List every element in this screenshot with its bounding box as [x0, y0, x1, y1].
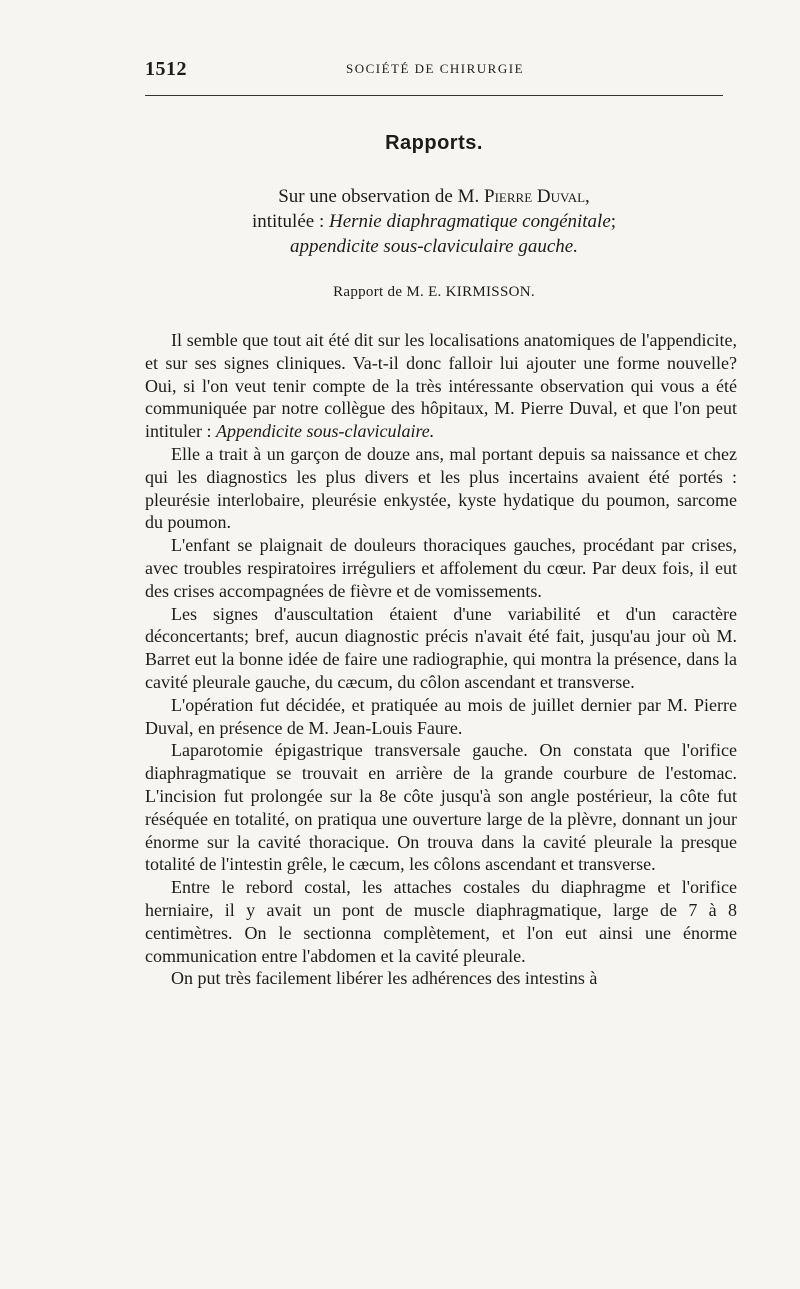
italic-phrase: Appendicite sous-claviculaire.	[216, 421, 435, 442]
paragraph: On put très facilement libérer les adhérences des intestins à	[171, 968, 598, 989]
paragraph: Elle a trait à un garçon de douze ans, mal portant depuis sa naissance et chez qui les diagnostics les plus divers et les plus incertains avaient été portés : pleurésie interlobaire, pleurésie enkystée, kyste hydatique du poumon, sarcome du poumon.	[145, 443, 737, 533]
paragraph: Laparotomie épigastrique transversale gauche. On constata que l'orifice diaphragmatique se trouvait en arrière de la grande courbure de l'estomac. L'incision fut prolongée sur la 8e côte jusqu'à son angle postérieur, la côte fut réséquée en totalité, on pratiqua une ouverture large de la plèvre, donnant un jour énorme sur la cavité thoracique. On trouva dans la cavité pleurale la presque totalité de l'intestin grêle, le cæcum, les côlons ascendant et transverse.	[145, 740, 737, 875]
report-heading-line-2: intitulée : Hernie diaphragmatique congénitale;	[251, 211, 617, 232]
header-rule	[145, 95, 723, 96]
paragraph: Il semble que tout ait été dit sur les localisations anatomiques de l'appendicite, et sur ses signes cliniques. Va-t-il donc falloir lui ajouter une forme nouvelle? Oui, si l'on veut tenir compte de la très intéressante observation qui vous a été communiquée par notre collègue des hôpitaux, M. Pierre Duval, et que l'on peut intituler : Appendicite sous-claviculaire.	[145, 330, 737, 442]
journal-name: SOCIÉTÉ DE CHIRURGIE	[345, 61, 525, 76]
observation-author: Pierre Duval	[484, 186, 586, 207]
observation-title-part-1: Hernie diaphragmatique congénitale	[328, 211, 611, 232]
page-number: 1512	[145, 58, 187, 80]
section-title: Rapports.	[385, 132, 483, 154]
observation-title-part-2: appendicite sous-claviculaire gauche.	[290, 236, 578, 257]
report-heading-line-1: Sur une observation de M. Pierre Duval,	[278, 186, 590, 207]
paragraph: Les signes d'auscultation étaient d'une variabilité et d'un caractère déconcertants; bref, aucun diagnostic précis n'avait été fait, jusqu'au jour où M. Barret eut la bonne idée de faire une radiographie, qui montra la présence, dans la cavité pleurale gauche, du cæcum, du côlon ascendant et transverse.	[145, 603, 737, 692]
rapporteur-line: Rapport de M. E. KIRMISSON.	[333, 284, 535, 300]
paragraph: Entre le rebord costal, les attaches costales du diaphragme et l'orifice herniaire, il y avait un pont de muscle diaphragmatique, large de 7 à 8 centimètres. On le sectionna complètement, et l'on eut ainsi une énorme communication entre l'abdomen et la cavité pleurale.	[145, 877, 737, 966]
paragraph: L'opération fut décidée, et pratiquée au mois de juillet dernier par M. Pierre Duval, en présence de M. Jean-Louis Faure.	[145, 694, 737, 738]
report-heading	[145, 184, 723, 259]
report-heading-line-3	[145, 234, 723, 259]
paragraph: L'enfant se plaignait de douleurs thoraciques gauches, procédant par crises, avec troubles respiratoires irréguliers et affolement du cœur. Par deux fois, il eut des crises accompagnées de fièvre et de vomissements.	[145, 535, 737, 601]
running-head	[145, 58, 725, 82]
body-text	[145, 329, 737, 990]
